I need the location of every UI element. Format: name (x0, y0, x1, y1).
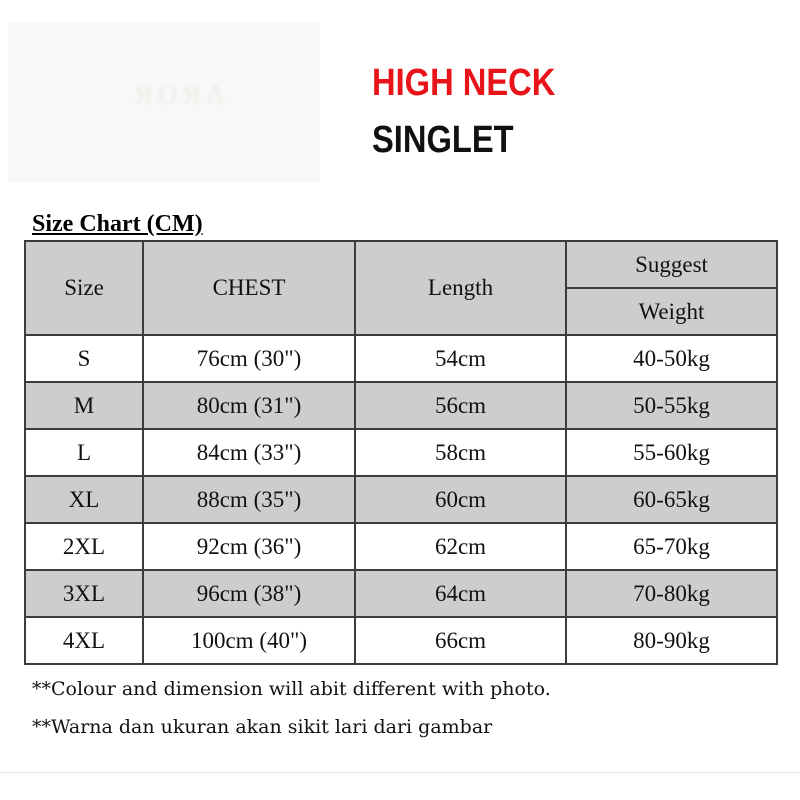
cell-weight: 80-90kg (566, 617, 777, 664)
cell-chest: 100cm (40") (143, 617, 355, 664)
cell-size: 2XL (25, 523, 143, 570)
cell-chest: 88cm (35") (143, 476, 355, 523)
cell-size: XL (25, 476, 143, 523)
header-size: Size (25, 241, 143, 335)
brand-logo-area (8, 22, 320, 182)
table-row (25, 570, 777, 617)
note-english: **Colour and dimension will abit different with photo. (32, 678, 551, 700)
product-title-line1: HIGH NECK (372, 62, 556, 104)
cell-length: 62cm (355, 523, 566, 570)
cell-size: 4XL (25, 617, 143, 664)
cell-chest: 84cm (33") (143, 429, 355, 476)
table-row (25, 476, 777, 523)
size-chart-label: Size Chart (CM) (32, 211, 203, 237)
table-row (25, 429, 777, 476)
cell-length: 54cm (355, 335, 566, 382)
cell-weight: 40-50kg (566, 335, 777, 382)
table-row (25, 382, 777, 429)
size-chart-table (24, 240, 778, 665)
cell-size: S (25, 335, 143, 382)
cell-length: 64cm (355, 570, 566, 617)
header-length: Length (355, 241, 566, 335)
bottom-divider (0, 772, 800, 773)
cell-length: 56cm (355, 382, 566, 429)
cell-weight: 50-55kg (566, 382, 777, 429)
header-weight: Weight (566, 288, 777, 335)
table-row (25, 335, 777, 382)
cell-size: 3XL (25, 570, 143, 617)
cell-weight: 55-60kg (566, 429, 777, 476)
cell-chest: 92cm (36") (143, 523, 355, 570)
note-malay: **Warna dan ukuran akan sikit lari dari gambar (32, 716, 493, 738)
cell-length: 66cm (355, 617, 566, 664)
brand-logo: ЯOЯΛ (134, 80, 232, 109)
cell-weight: 60-65kg (566, 476, 777, 523)
cell-size: L (25, 429, 143, 476)
table-row (25, 523, 777, 570)
cell-length: 58cm (355, 429, 566, 476)
cell-chest: 80cm (31") (143, 382, 355, 429)
header-chest: CHEST (143, 241, 355, 335)
cell-length: 60cm (355, 476, 566, 523)
cell-size: M (25, 382, 143, 429)
cell-weight: 70-80kg (566, 570, 777, 617)
cell-chest: 96cm (38") (143, 570, 355, 617)
cell-weight: 65-70kg (566, 523, 777, 570)
header-suggest: Suggest (566, 241, 777, 288)
cell-chest: 76cm (30") (143, 335, 355, 382)
product-title-line2: SINGLET (372, 119, 514, 161)
table-row (25, 617, 777, 664)
